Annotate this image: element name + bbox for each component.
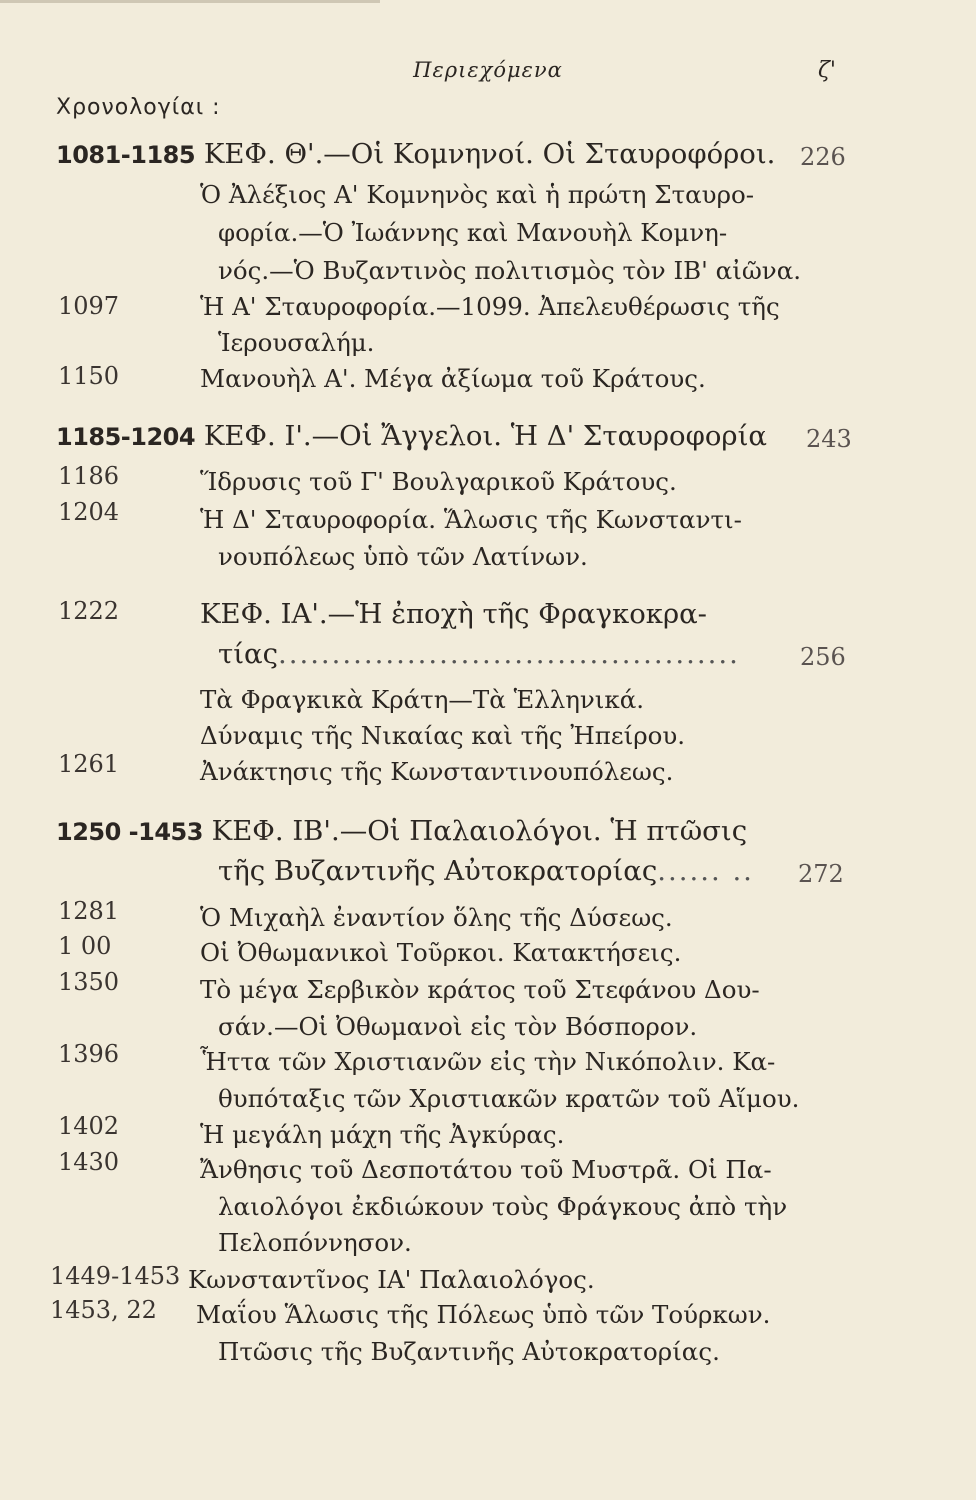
entry-line: Ἡ Α' Σταυροφορία.—1099. Ἀπελευθέρωσις τῆς <box>200 292 780 321</box>
chapter-year-range: 1250 -1453 <box>56 818 203 846</box>
entry-line: Οἱ Ὀθωμανικοὶ Τοῦρκοι. Κατακτήσεις. <box>200 938 682 967</box>
leader-dots: ........................................... <box>277 638 740 670</box>
entry-line: θυπόταξις τῶν Χριστιακῶν κρατῶν τοῦ Αἵμου. <box>218 1084 800 1113</box>
entry-date: 1097 <box>58 292 120 320</box>
page-number: ζ' <box>818 58 836 83</box>
entry-line: σάν.—Οἱ Ὀθωμανοὶ εἰς τὸν Βόσπορον. <box>218 1012 698 1041</box>
running-title: Περιεχόμενα <box>413 58 563 82</box>
entry-line: Μαΐου Ἅλωσις τῆς Πόλεως ὑπὸ τῶν Τούρκων. <box>196 1300 771 1329</box>
entry-date: 1350 <box>58 968 120 996</box>
chapter-title-end: τίας <box>218 638 278 670</box>
chapter-title-cont <box>218 855 754 887</box>
chapter-year-range: 1081-1185 <box>56 141 196 169</box>
entry-line: Πελοπόννησον. <box>218 1228 412 1257</box>
entry-date: 1186 <box>58 462 120 490</box>
entry-date: 1 00 <box>58 932 112 960</box>
chapter-heading <box>56 815 747 847</box>
entry-line: Ἱερουσαλήμ. <box>218 328 375 357</box>
chapter-page: 226 <box>800 143 846 171</box>
entry-line: Ἀνάκτησις τῆς Κωνσταντινουπόλεως. <box>200 757 674 786</box>
entry-line: Πτῶσις τῆς Βυζαντινῆς Αὐτοκρατορίας. <box>218 1337 720 1366</box>
entry-date: 1281 <box>58 897 120 925</box>
leader-dots: ...... .. <box>657 855 754 887</box>
entry-line: Ἵδρυσις τοῦ Γ' Βουλγαρικοῦ Κράτους. <box>200 467 677 496</box>
entry-line: Δύναμις τῆς Νικαίας καὶ τῆς Ἠπείρου. <box>200 721 686 750</box>
chapter-page: 243 <box>806 425 852 453</box>
top-rule <box>0 0 380 3</box>
chapter-page: 256 <box>800 643 846 671</box>
entry-date: 1402 <box>58 1112 120 1140</box>
chapter-title-end: τῆς Βυζαντινῆς Αὐτοκρατορίας <box>218 855 658 887</box>
entry-date: 1204 <box>58 498 120 526</box>
entry-line: φορία.—Ὁ Ἰωάννης καὶ Μανουὴλ Κομνη- <box>218 218 728 247</box>
entry-line: νουπόλεως ὑπὸ τῶν Λατίνων. <box>218 542 588 571</box>
chapter-title: ΚΕΦ. ΙΒ'.—Οἱ Παλαιολόγοι. Ἡ πτῶσις <box>211 815 748 847</box>
entry-line: λαιολόγοι ἐκδιώκουν τοὺς Φράγκους ἀπὸ τὴν <box>218 1192 788 1221</box>
chapter-title: ΚΕΦ. Ι'.—Οἱ Ἄγγελοι. Ἡ Δ' Σταυροφορία <box>203 420 767 452</box>
chapter-page: 272 <box>798 860 844 888</box>
entry-date: 1453, 22 <box>50 1296 157 1324</box>
entry-line: Ὁ Ἀλέξιος Α' Κομνηνὸς καὶ ἡ πρώτη Σταυρο- <box>200 180 755 209</box>
chapter-title: ΚΕΦ. Θ'.—Οἱ Κομνηνοί. Οἱ Σταυροφόροι. <box>203 138 776 170</box>
entry-date: 1396 <box>58 1040 120 1068</box>
entry-line: Ἧττα τῶν Χριστιανῶν εἰς τὴν Νικόπολιν. Κα- <box>200 1047 776 1076</box>
chapter-heading <box>56 138 775 170</box>
chapter-heading <box>56 420 767 452</box>
entry-date: 1430 <box>58 1148 120 1176</box>
entry-date: 1449-1453 <box>50 1262 181 1290</box>
entry-line: Τὰ Φραγκικὰ Κράτη—Τὰ Ἑλληνικά. <box>200 685 645 714</box>
entry-line: Ἄνθησις τοῦ Δεσποτάτου τοῦ Μυστρᾶ. Οἱ Πα- <box>200 1155 772 1184</box>
entry-line: Μανουὴλ Α'. Μέγα ἀξίωμα τοῦ Κράτους. <box>200 364 706 393</box>
chapter-title-cont <box>218 638 740 670</box>
entry-line: Ἡ Δ' Σταυροφορία. Ἅλωσις τῆς Κωνσταντι- <box>200 505 742 534</box>
entry-line: νός.—Ὁ Βυζαντινὸς πολιτισμὸς τὸν ΙΒ' αἰῶνα. <box>218 256 802 285</box>
entry-line: Ἡ μεγάλη μάχη τῆς Ἀγκύρας. <box>200 1120 565 1149</box>
entry-date: 1261 <box>58 750 120 778</box>
entry-line: Τὸ μέγα Σερβικὸν κράτος τοῦ Στεφάνου Δου- <box>200 975 760 1004</box>
entry-line: Ὁ Μιχαὴλ ἐναντίον ὅλης τῆς Δύσεως. <box>200 903 673 932</box>
entry-line: Κωνσταντῖνος ΙΑ' Παλαιολόγος. <box>188 1265 595 1294</box>
chapter-year-range: 1185-1204 <box>56 423 196 451</box>
section-label: Χρονολογίαι : <box>56 95 221 120</box>
chapter-title: ΚΕΦ. ΙΑ'.—Ἡ ἐποχὴ τῆς Φραγκοκρα- <box>200 598 707 630</box>
entry-date: 1150 <box>58 362 120 390</box>
entry-date: 1222 <box>58 597 120 625</box>
